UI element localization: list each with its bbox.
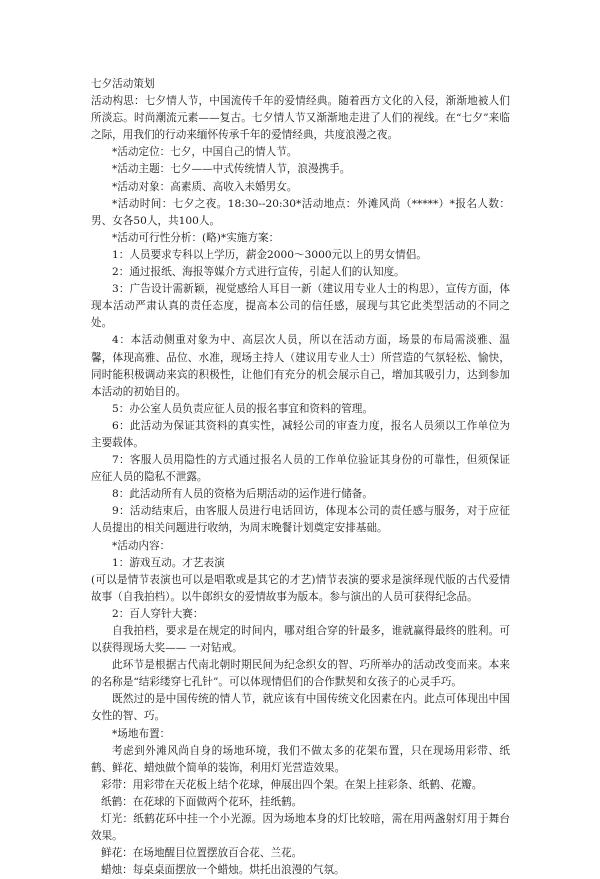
paragraph-concept: 活动构思：七夕情人节，中国流传千年的爱情经典。随着西方文化的入侵，渐渐地被人们所淡忘。时尚潮流元素——复古。七夕情人节又渐渐地走进了人们的视线。在“七夕”来临之际，用我们的行动来缅怀传承千年的爱情经典，共度浪漫之夜。 — [91, 95, 510, 142]
paragraph: 自我拍档，要求是在规定的时间内，哪对组合穿的针最多，谁就赢得最终的胜利。可以获得现场大奖—— 一对钻戒。 — [91, 625, 510, 655]
list-item: 彩带：用彩带在天花板上结个花球，伸展出四个架。在架上挂彩条、纸鹤、花瓣。 — [101, 778, 483, 791]
paragraph-positioning: *活动定位：七夕，中国自己的情人节。 — [112, 146, 298, 159]
list-item: 3：广告设计需新颖，视觉感给人耳目一新（建议用专业人士的构思），宣传方面，体现本活动严肃认真的责任态度，提高本公司的信任感，展现与其它此类型活动的不同之处。 — [91, 283, 510, 330]
list-item: 灯光：纸鹤花环中挂一个小光源。因为场地本身的灯比较暗，需在用两盏射灯用于舞台效果。 — [91, 813, 510, 843]
list-item: 2：百人穿针大赛： — [112, 607, 204, 620]
list-item: 7：客服人员用隐性的方式通过报名人员的工作单位验证其身份的可靠性，但须保证应征人员的隐私不泄露。 — [91, 454, 510, 484]
list-item: 2：通过报纸、海报等媒介方式进行宣传，引起人们的认知度。 — [112, 266, 405, 279]
list-item: 1：人员要求专科以上学历，薪金2000～3000元以上的男女情侣。 — [112, 248, 427, 261]
list-item: 鲜花：在场地醒目位置摆放百合花、兰花。 — [101, 847, 303, 860]
section-heading-venue: *场地布置： — [112, 727, 171, 740]
paragraph: (可以是情节表演也可以是唱歌或是其它的才艺)情节表演的要求是演绎现代版的古代爱情故事（自我拍档）。以牛郎织女的爱情故事为版本。参与演出的人员可获得纪念品。 — [91, 573, 510, 603]
paragraph-time-place: *活动时间：七夕之夜。18:30--20:30*活动地点：外滩风尚（*****）*报名人数：男、女各50人，共100人。 — [91, 197, 510, 227]
paragraph-theme: *活动主题：七夕——中式传统情人节，浪漫携手。 — [112, 163, 351, 176]
paragraph-audience: *活动对象：高素质、高收入未婚男女。 — [112, 180, 298, 193]
list-item: 9：活动结束后，由客服人员进行电话回访，体现本公司的责任感与服务，对于应征人员提出的相关问题进行收纳，为周末晚餐计划奠定安排基础。 — [91, 505, 510, 535]
list-item: 蜡烛：每桌桌面摆放一个蜡烛。烘托出浪漫的气氛。 — [101, 864, 345, 877]
paragraph: 既然过的是中国传统的情人节，就应该有中国传统文化因素在内。此点可体现出中国女性的智、巧。 — [91, 693, 510, 723]
list-item: 5：办公室人员负责应征人员的报名事宜和资料的管理。 — [112, 402, 373, 415]
document-body — [91, 76, 510, 879]
paragraph: 考虑到外滩风尚自身的场地环境，我们不做太多的花架布置，只在现场用彩带、纸鹤、鲜花、蜡烛做个简单的装饰，利用灯光营造效果。 — [91, 744, 510, 774]
list-item: 1：游戏互动。才艺表演 — [112, 556, 225, 569]
list-item: 纸鹤：在花球的下面做两个花环，挂纸鹤。 — [101, 795, 303, 808]
paragraph: 此环节是根据古代南北朝时期民间为纪念织女的智、巧所举办的活动改变而来。本来的名称是“结彩缕穿七孔针”。可以体现情侣们的合作默契和女孩子的心灵手巧。 — [91, 659, 510, 689]
paragraph-feasibility: *活动可行性分析：(略)*实施方案： — [112, 231, 280, 244]
document-title: 七夕活动策划 — [91, 78, 155, 90]
list-item: 6：此活动为保证其资料的真实性，减轻公司的审查力度，报名人员须以工作单位为主要载体。 — [91, 419, 510, 449]
list-item: 4：本活动侧重对象为中、高层次人员，所以在活动方面，场景的布局需淡雅、温馨，体现高雅、品位、水准，现场主持人（建议用专业人士）所营造的气氛轻松、愉快，同时能积极调动来宾的积极性，让他们有充分的机会展示自己，增加其吸引力，达到参加本活动的初始目的。 — [91, 334, 510, 398]
section-heading-content: *活动内容： — [112, 539, 171, 552]
list-item: 8：此活动所有人员的资格为后期活动的运作进行储备。 — [112, 488, 373, 501]
